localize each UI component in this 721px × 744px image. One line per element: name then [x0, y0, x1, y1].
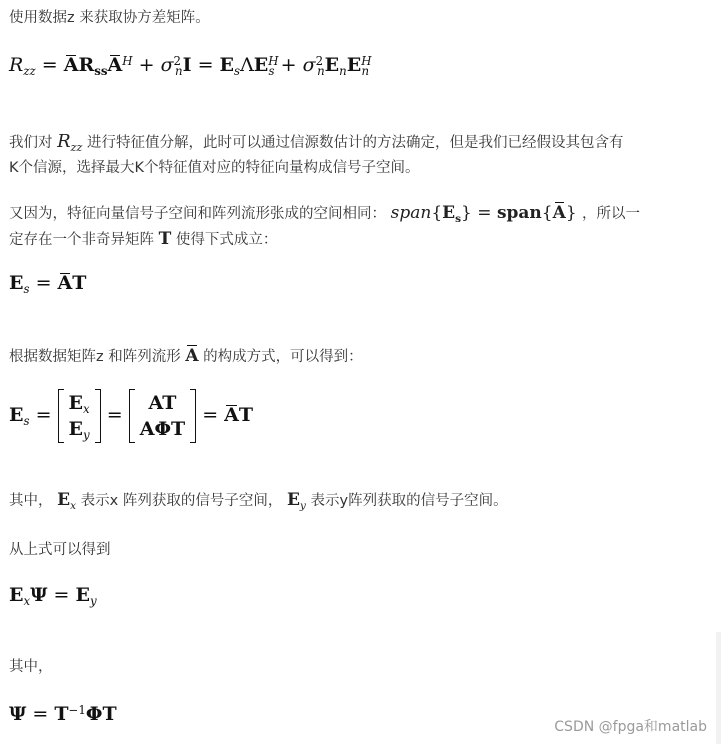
eq1-R: R — [9, 54, 24, 76]
p3-after: ，所以一 — [582, 206, 641, 222]
m2-T: T — [162, 392, 177, 414]
p2-after: 进行特征值分解，此时可以通过信源数估计的方法确定，但是我们已经假设其包含有 — [87, 135, 624, 151]
equation-psi — [9, 703, 117, 725]
paragraph-subspaces — [9, 488, 709, 514]
eq1-sigma: σ — [160, 54, 174, 76]
p5-y: y — [299, 499, 306, 512]
eq4-y: y — [89, 594, 97, 609]
p5-a: 其中， — [9, 493, 53, 509]
eq1-s2: s — [268, 64, 275, 79]
intro-text: 使用数据z 来获取协方差矩阵。 — [9, 10, 210, 26]
eq1-sq-2: 2 — [315, 53, 324, 68]
eq1-H3: H — [361, 53, 372, 68]
p5-b: 表示x 阵列获取的信号子空间， — [80, 493, 283, 509]
eq1-equals-2: = — [197, 54, 214, 76]
eq1-E-2: E — [253, 54, 269, 76]
eq4-equals: = — [53, 584, 70, 606]
eq1-sq: 2 — [173, 53, 182, 68]
eq2-T: T — [72, 272, 87, 294]
p4-before: 根据数据矩阵z 和阵列流形 — [9, 349, 181, 365]
eq4-E2: E — [75, 584, 90, 606]
p3-before: 又因为，特征向量信号子空间和阵列流形张成的空间相同： — [9, 206, 386, 222]
eq1-n-2: n — [317, 64, 325, 79]
eq1-n-4: n — [361, 64, 370, 79]
watermark: CSDN @fpga和matlab — [554, 719, 707, 735]
p6-text: 从上式可以得到 — [9, 542, 111, 558]
eq1-plus: + — [138, 54, 155, 76]
eq5-inv: −1 — [68, 702, 86, 717]
p3-line2-before: 定存在一个非奇异矩阵 — [9, 232, 154, 248]
p4-Abar: A — [185, 344, 198, 369]
eq1-s: s — [234, 64, 241, 79]
m2-A2: A — [139, 418, 155, 440]
p3-E-sub: s — [455, 212, 462, 225]
eq1-plus-2: + — [280, 54, 297, 76]
eq1-E-3: E — [324, 54, 340, 76]
equation-block-matrix — [9, 389, 253, 443]
p2-R-sub: zz — [70, 140, 83, 154]
eq1-H2: H — [268, 53, 279, 68]
eq1-Abar: A — [63, 54, 79, 76]
p3-lbrace: { — [431, 203, 443, 223]
eq5-Psi: Ψ — [9, 703, 27, 725]
p5-Ey: E — [286, 490, 300, 510]
eq3-s: s — [23, 414, 30, 429]
eq1-sigma-2: σ — [302, 54, 316, 76]
eq1-ss: ss — [94, 64, 108, 79]
p3-span-bold: span — [496, 203, 542, 223]
eq5-T: T — [54, 703, 69, 725]
p2-before: 我们对 — [9, 135, 53, 151]
p3-lbrace-2: { — [541, 203, 553, 223]
p3-line2-after: 使得下式成立： — [175, 232, 278, 248]
p3-E: E — [442, 203, 456, 223]
matrix-left-rbracket — [95, 389, 101, 443]
paragraph-manifold — [9, 344, 709, 370]
eq5-Phi: Φ — [85, 703, 103, 725]
eq4-Psi: Ψ — [30, 584, 48, 606]
eq1-R-bold: R — [78, 54, 95, 76]
m1-E2: E — [68, 418, 84, 440]
p3-span-italic: span — [390, 203, 432, 223]
p7-text: 其中， — [9, 659, 53, 675]
eq1-n: n — [175, 64, 183, 79]
p4-after: 的构成方式，可以得到： — [203, 349, 363, 365]
p3-equals: = — [477, 203, 492, 223]
equation-es-at — [9, 272, 87, 297]
m1-y: y — [83, 428, 90, 443]
p5-x: x — [70, 499, 77, 512]
eq5-equals: = — [32, 703, 49, 725]
matrix-left — [58, 389, 101, 443]
scrollbar-track[interactable] — [716, 632, 721, 744]
paragraph-from-above — [9, 538, 709, 563]
eq2-E: E — [9, 272, 24, 294]
paragraph-span — [9, 201, 709, 253]
eq3-equals: = — [35, 404, 52, 426]
paragraph-where — [9, 655, 709, 680]
m2-T2: T — [171, 418, 186, 440]
eq2-equals: = — [35, 272, 52, 294]
m2-A: A — [148, 392, 163, 414]
eq3-equals-3: = — [202, 404, 219, 426]
eq1-R-sub: zz — [23, 64, 36, 79]
paragraph-eigen — [9, 129, 709, 181]
m2-Phi: Φ — [154, 418, 172, 440]
eq1-Lambda: Λ — [240, 54, 254, 76]
equation-ex-psi — [9, 584, 97, 609]
eq1-n-3: n — [339, 64, 347, 79]
p2-line2: K个信源，选择最大K个特征值对应的特征向量构成信号子空间。 — [9, 160, 420, 176]
eq3-T: T — [238, 404, 254, 426]
eq2-s: s — [23, 282, 30, 297]
eq4-E: E — [9, 584, 24, 606]
p5-Ex: E — [57, 490, 71, 510]
p3-rbrace-2: } — [565, 203, 577, 223]
eq1-Abar-2: A — [107, 54, 123, 76]
eq1-I: I — [182, 54, 192, 76]
eq2-Abar: A — [57, 272, 73, 294]
eq1-equals: = — [41, 54, 58, 76]
p2-R: R — [57, 131, 71, 152]
matrix-right-rbracket — [190, 389, 196, 443]
eq3-equals-2: = — [106, 404, 123, 426]
p5-c: 表示y阵列获取的信号子空间。 — [310, 493, 508, 509]
p3-Abar: A — [553, 201, 566, 226]
eq3-Abar: A — [224, 404, 239, 426]
eq4-x: x — [23, 594, 31, 609]
eq1-E-4: E — [346, 54, 362, 76]
m1-E: E — [68, 392, 84, 414]
eq5-T2: T — [102, 703, 117, 725]
eq1-H: H — [122, 53, 133, 68]
paragraph-intro — [9, 6, 709, 31]
p3-T: T — [158, 229, 172, 249]
eq3-E: E — [9, 404, 24, 426]
m1-x: x — [83, 402, 90, 417]
eq1-E: E — [219, 54, 235, 76]
matrix-right — [129, 389, 196, 443]
equation-covariance — [9, 53, 372, 79]
p3-rbrace: } — [461, 203, 472, 223]
